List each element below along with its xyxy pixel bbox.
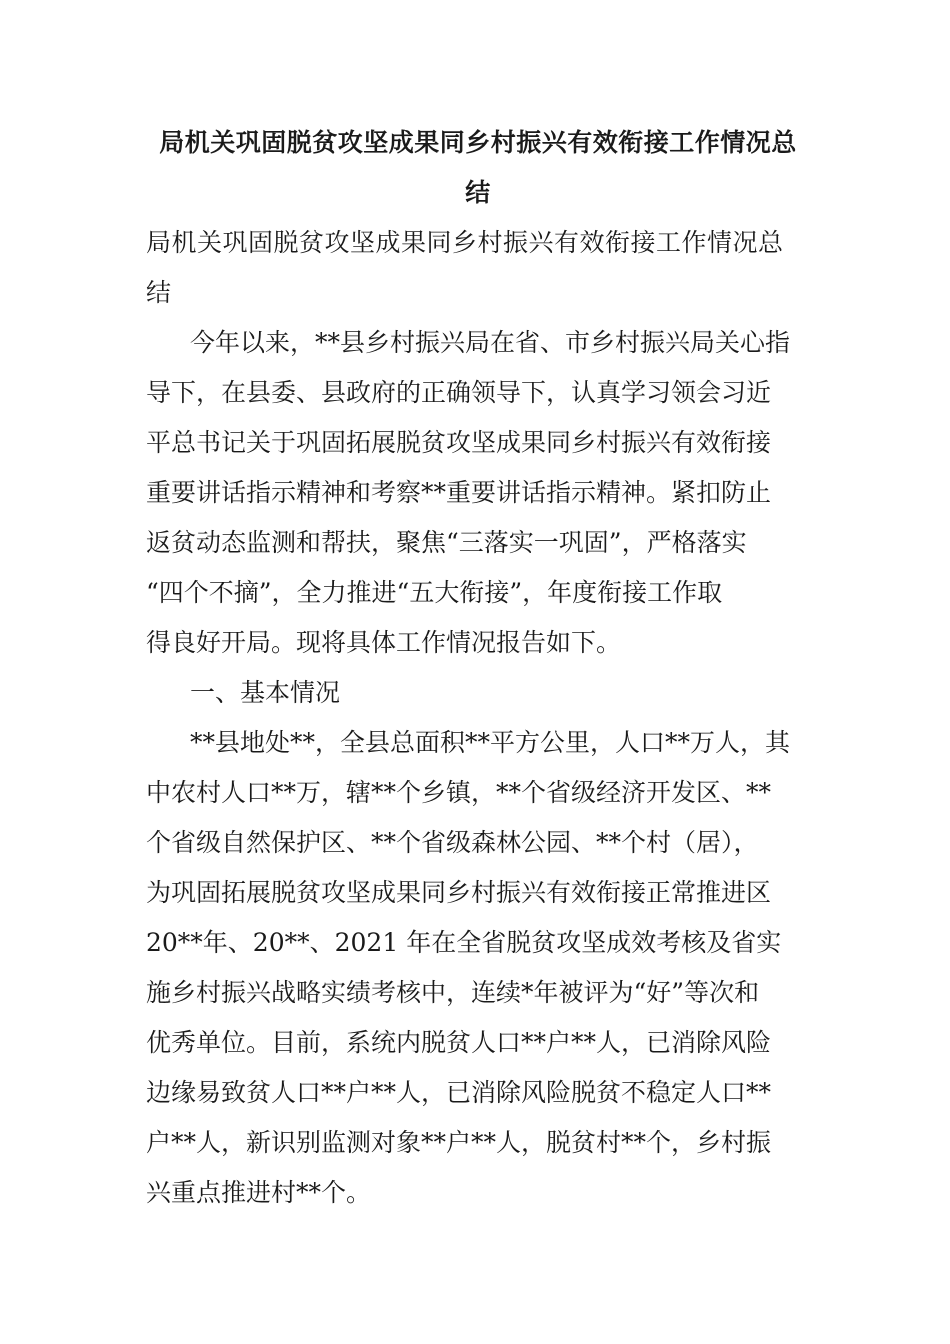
section-heading-text: 一、基本情况: [190, 678, 341, 707]
paragraph-line: 今年以来，**县乡村振兴局在省、市乡村振兴局关心指: [190, 328, 791, 357]
paragraph-line: 20**年、20**、2021 年在全省脱贫攻坚成效考核及省实: [146, 928, 782, 957]
section-heading: [146, 668, 810, 718]
paragraph-line: 为巩固拓展脱贫攻坚成果同乡村振兴有效衔接正常推进区: [146, 878, 772, 907]
subtitle-line: 结: [146, 278, 172, 307]
document-subtitle: [146, 218, 810, 318]
document-page: [146, 118, 810, 1218]
paragraph-line: 个省级自然保护区、**个省级森林公园、**个村（居），: [146, 828, 759, 857]
paragraph-line: 得良好开局。现将具体工作情况报告如下。: [146, 628, 622, 657]
paragraph-line: 优秀单位。目前，系统内脱贫人口**户**人，已消除风险: [146, 1028, 772, 1057]
document-title: [146, 118, 810, 218]
paragraph-line: 平总书记关于巩固拓展脱贫攻坚成果同乡村振兴有效衔接: [146, 428, 772, 457]
paragraph-line: 重要讲话指示精神和考察**重要讲话指示精神。紧扣防止: [146, 478, 772, 507]
paragraph-line: 兴重点推进村**个。: [146, 1178, 372, 1207]
paragraph-line: **县地处**，全县总面积**平方公里，人口**万人，其: [190, 728, 791, 757]
paragraph-line: 返贫动态监测和帮扶，聚焦“三落实一巩固”，严格落实: [146, 528, 747, 557]
paragraph-line: 施乡村振兴战略实绩考核中，连续*年被评为“好”等次和: [146, 978, 760, 1007]
paragraph-line: 导下，在县委、县政府的正确领导下，认真学习领会习近: [146, 378, 772, 407]
title-line: 局机关巩固脱贫攻坚成果同乡村振兴有效衔接工作情况总: [159, 128, 797, 157]
paragraph-line: “四个不摘”，全力推进“五大衔接”，年度衔接工作取: [146, 578, 723, 607]
title-line: 结: [465, 178, 491, 207]
paragraph-line: 户**人，新识别监测对象**户**人，脱贫村**个，乡村振: [146, 1128, 772, 1157]
intro-paragraph: [146, 318, 810, 668]
subtitle-line: 局机关巩固脱贫攻坚成果同乡村振兴有效衔接工作情况总: [146, 228, 784, 257]
paragraph-line: 中农村人口**万，辖**个乡镇，**个省级经济开发区、**: [146, 778, 772, 807]
paragraph-line: 边缘易致贫人口**户**人，已消除风险脱贫不稳定人口**: [146, 1078, 772, 1107]
basic-info-paragraph: [146, 718, 810, 1218]
